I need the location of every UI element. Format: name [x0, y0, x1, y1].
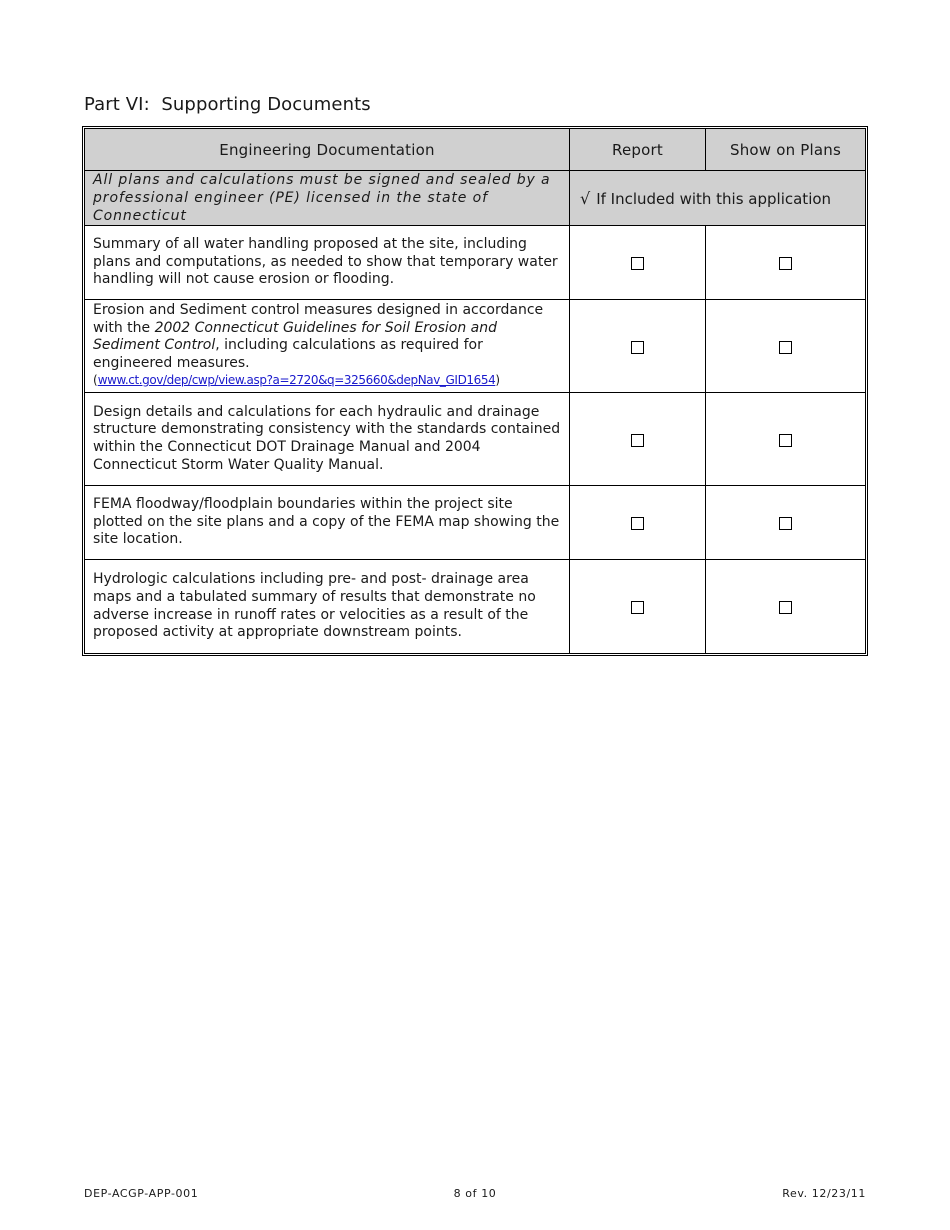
link-close-paren: ): [495, 373, 501, 388]
form-id: DEP-ACGP-APP-001: [84, 1187, 199, 1200]
pe-requirement-note: All plans and calculations must be signed and sealed by a professional engineer (PE) licensed in the state of Connecticut: [85, 171, 570, 226]
show-on-plans-checkbox[interactable]: [779, 341, 792, 354]
plans-checkbox-cell: [706, 226, 865, 300]
report-checkbox-cell: [570, 393, 706, 486]
checkmark-icon: √: [580, 188, 591, 208]
table-row: [85, 300, 865, 393]
table-row: [85, 560, 865, 653]
show-on-plans-checkbox[interactable]: [779, 434, 792, 447]
row-description: [85, 300, 570, 393]
report-checkbox-cell: [570, 560, 706, 653]
guidelines-link[interactable]: www.ct.gov/dep/cwp/view.asp?a=2720&q=325660&depNav_GID1654: [97, 373, 496, 388]
report-checkbox[interactable]: [631, 341, 644, 354]
row-description: Summary of all water handling proposed at the site, including plans and computations, as needed to show that temporary water handling will not cause erosion or flooding.: [85, 226, 570, 300]
show-on-plans-checkbox[interactable]: [779, 601, 792, 614]
included-label: If Included with this application: [596, 189, 832, 208]
guidelines-title: 2002 Connecticut Guidelines for Soil Erosion and Sediment Control: [93, 319, 498, 354]
show-on-plans-column-header: Show on Plans: [706, 129, 865, 171]
plans-checkbox-cell: [706, 393, 865, 486]
table-row: [85, 486, 865, 560]
table-header-row: [85, 129, 865, 171]
table-row: [85, 393, 865, 486]
plans-checkbox-cell: [706, 486, 865, 560]
report-checkbox[interactable]: [631, 434, 644, 447]
show-on-plans-checkbox[interactable]: [779, 257, 792, 270]
row-description: FEMA floodway/floodplain boundaries within the project site plotted on the site plans and a copy of the FEMA map showing the site location.: [85, 486, 570, 560]
page-number: 8 of 10: [453, 1187, 497, 1200]
part-title: Part VI: Supporting Documents: [84, 94, 371, 115]
link-open-paren: (: [93, 373, 98, 388]
included-instruction: [570, 171, 865, 226]
row-description: Hydrologic calculations including pre- and post- drainage area maps and a tabulated summary of results that demonstrate no adverse increase in runoff rates or velocities as a result of the proposed activity at appropriate downstream points.: [85, 560, 570, 653]
row-description: Design details and calculations for each hydraulic and drainage structure demonstrating consistency with the standards contained within the Connecticut DOT Drainage Manual and 2004 Connecticut Storm Water Quality Manual.: [85, 393, 570, 486]
revision-date: Rev. 12/23/11: [782, 1187, 866, 1200]
report-checkbox-cell: [570, 226, 706, 300]
table-row: [85, 226, 865, 300]
plans-checkbox-cell: [706, 300, 865, 393]
show-on-plans-checkbox[interactable]: [779, 517, 792, 530]
report-checkbox-cell: [570, 300, 706, 393]
report-column-header: Report: [570, 129, 706, 171]
report-checkbox[interactable]: [631, 601, 644, 614]
plans-checkbox-cell: [706, 560, 865, 653]
engineering-documentation-header: Engineering Documentation: [85, 129, 570, 171]
report-checkbox-cell: [570, 486, 706, 560]
supporting-documents-table: [82, 126, 868, 656]
report-checkbox[interactable]: [631, 257, 644, 270]
row-text-after: , including calculations as required for engineered measures.: [93, 337, 483, 371]
report-checkbox[interactable]: [631, 517, 644, 530]
row-text-before: Erosion and Sediment control measures designed in accordance with the: [93, 302, 544, 336]
table-subheader-row: [85, 171, 865, 226]
